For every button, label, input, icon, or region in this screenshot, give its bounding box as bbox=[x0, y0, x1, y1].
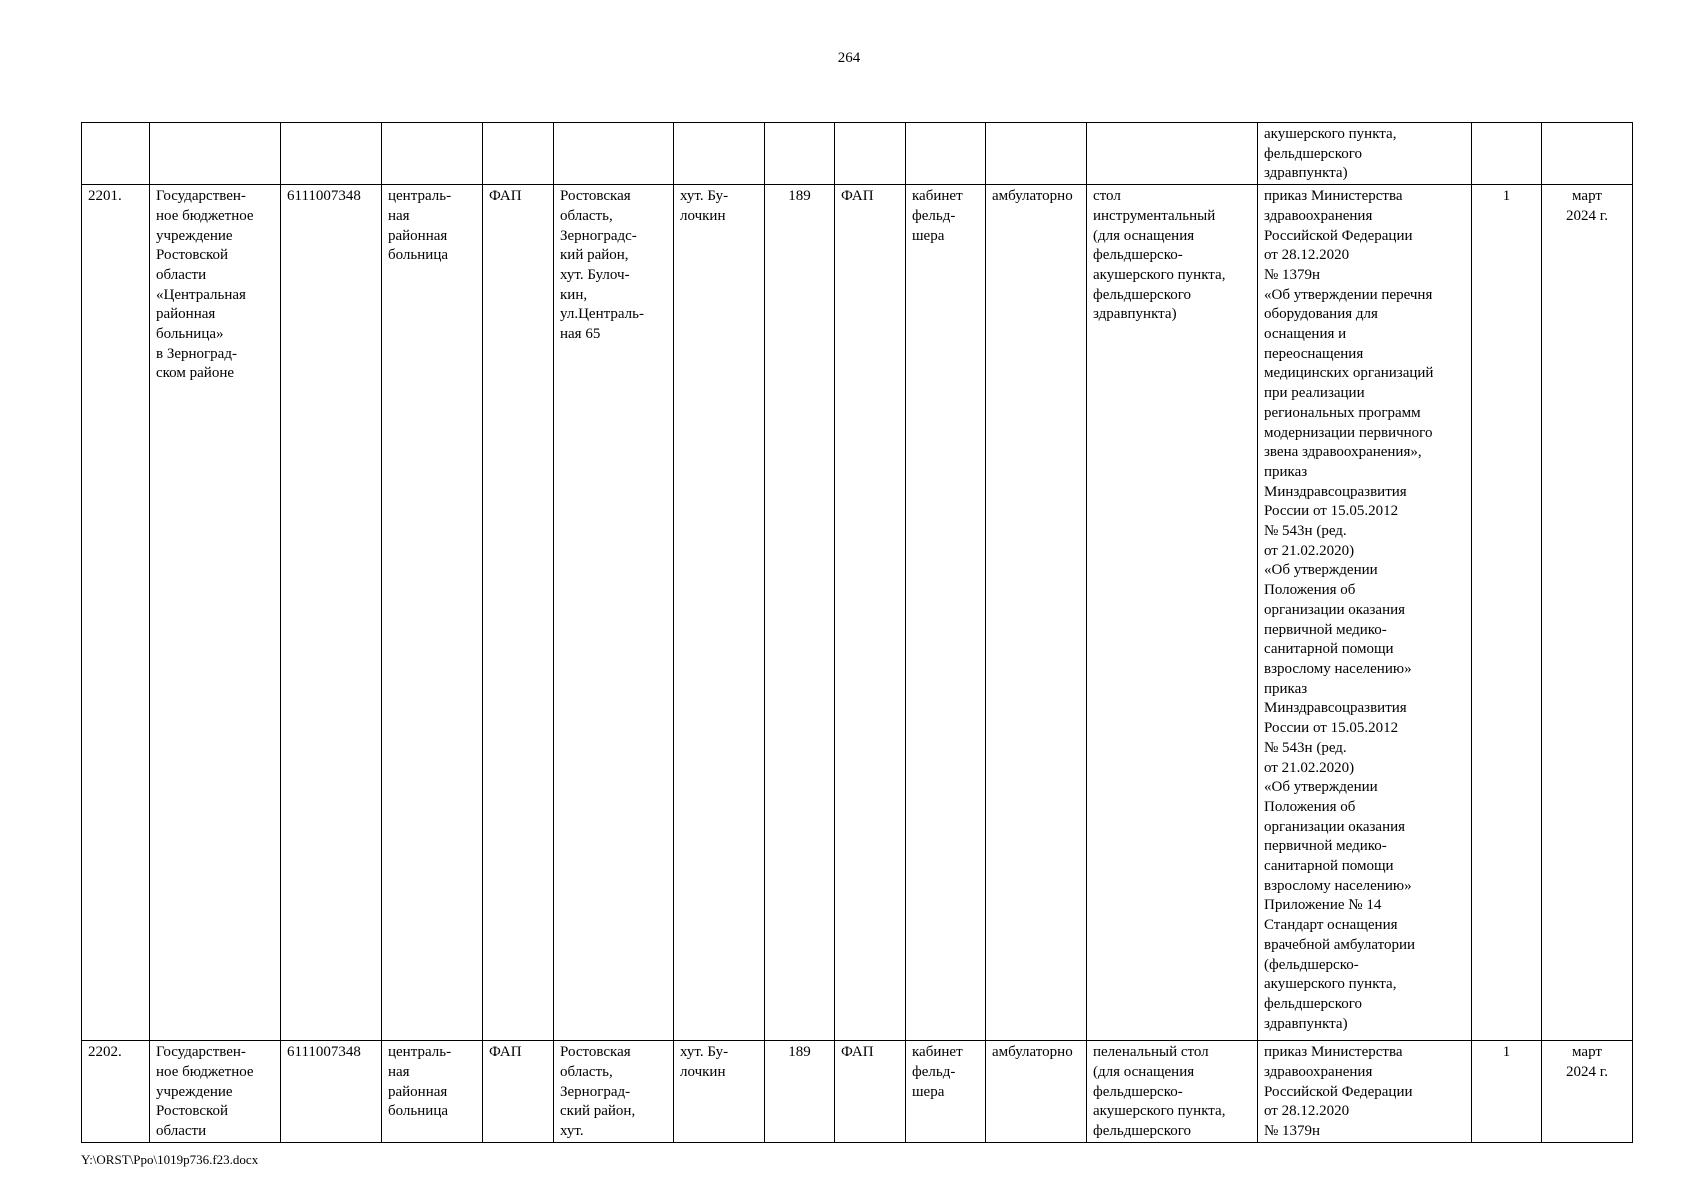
cell-address: Ростовская область, Зерноград- ский район, хут. bbox=[554, 1041, 674, 1143]
table-row bbox=[82, 185, 1633, 1041]
cell-organization: Государствен- ное бюджетное учреждение Ростовской области «Центральная районная больница» в Зерноград- ском районе bbox=[150, 185, 281, 1041]
page-number: 264 bbox=[837, 50, 861, 66]
cell-subdivision: ФАП bbox=[483, 185, 554, 1041]
cell-care-form: амбулаторно bbox=[986, 1041, 1087, 1143]
cell-unit: ФАП bbox=[835, 1041, 906, 1143]
cell-locality: хут. Бу- лочкин bbox=[674, 185, 765, 1041]
cell-equipment: пеленальный стол (для оснащения фельдшерско- акушерского пункта, фельдшерского bbox=[1087, 1041, 1258, 1143]
cell-quantity: 1 bbox=[1472, 1041, 1542, 1143]
cell-population: 189 bbox=[765, 1041, 835, 1143]
cell-number bbox=[82, 123, 150, 185]
cell-basis: приказ Министерства здравоохранения Российской Федерации от 28.12.2020 № 1379н «Об утверждении перечня оборудования для оснащения и переоснащения медицинских организаций при реализации региональных программ модернизации первичного звена здравоохранения», приказ Минздравсоцразвития России от 15.05.2012 № 543н (ред. от 21.02.2020) «Об утверждении Положения об организации оказания первичной медико- санитарной помощи взрослому населению» приказ Минздравсоцразвития России от 15.05.2012 № 543н (ред. от 21.02.2020) «Об утверждении Положения об организации оказания первичной медико- санитарной помощи взрослому населению» Приложение № 14 Стандарт оснащения врачебной амбулатории (фельдшерско- акушерского пункта, фельдшерского здравпункта) bbox=[1258, 185, 1472, 1041]
table-row bbox=[82, 123, 1633, 185]
cell-address: Ростовская область, Зерноградс- кий район, хут. Булоч- кин, ул.Централь- ная 65 bbox=[554, 185, 674, 1041]
cell-room: кабинет фельд- шера bbox=[906, 185, 986, 1041]
cell-number: 2202. bbox=[82, 1041, 150, 1143]
cell-org-type bbox=[382, 123, 483, 185]
table-row bbox=[82, 1041, 1633, 1143]
cell-equipment: стол инструментальный (для оснащения фельдшерско- акушерского пункта, фельдшерского здравпункта) bbox=[1087, 185, 1258, 1041]
cell-date: март 2024 г. bbox=[1542, 1041, 1633, 1143]
cell-organization bbox=[150, 123, 281, 185]
cell-locality bbox=[674, 123, 765, 185]
cell-basis: акушерского пункта, фельдшерского здравпункта) bbox=[1258, 123, 1472, 185]
cell-room: кабинет фельд- шера bbox=[906, 1041, 986, 1143]
cell-unit: ФАП bbox=[835, 185, 906, 1041]
cell-unit bbox=[835, 123, 906, 185]
cell-inn: 6111007348 bbox=[281, 185, 382, 1041]
cell-care-form bbox=[986, 123, 1087, 185]
cell-organization: Государствен- ное бюджетное учреждение Ростовской области bbox=[150, 1041, 281, 1143]
cell-address bbox=[554, 123, 674, 185]
cell-care-form: амбулаторно bbox=[986, 185, 1087, 1041]
cell-subdivision bbox=[483, 123, 554, 185]
cell-number: 2201. bbox=[82, 185, 150, 1041]
cell-locality: хут. Бу- лочкин bbox=[674, 1041, 765, 1143]
footer-file-path: Y:\ORST\Ppo\1019p736.f23.docx bbox=[81, 1152, 259, 1167]
cell-population: 189 bbox=[765, 185, 835, 1041]
cell-date: март 2024 г. bbox=[1542, 185, 1633, 1041]
cell-population bbox=[765, 123, 835, 185]
cell-quantity bbox=[1472, 123, 1542, 185]
cell-date bbox=[1542, 123, 1633, 185]
cell-subdivision: ФАП bbox=[483, 1041, 554, 1143]
cell-org-type: централь- ная районная больница bbox=[382, 1041, 483, 1143]
cell-org-type: централь- ная районная больница bbox=[382, 185, 483, 1041]
cell-inn bbox=[281, 123, 382, 185]
cell-inn: 6111007348 bbox=[281, 1041, 382, 1143]
cell-room bbox=[906, 123, 986, 185]
cell-basis: приказ Министерства здравоохранения Российской Федерации от 28.12.2020 № 1379н bbox=[1258, 1041, 1472, 1143]
cell-equipment bbox=[1087, 123, 1258, 185]
equipment-table bbox=[81, 122, 1633, 1143]
cell-quantity: 1 bbox=[1472, 185, 1542, 1041]
